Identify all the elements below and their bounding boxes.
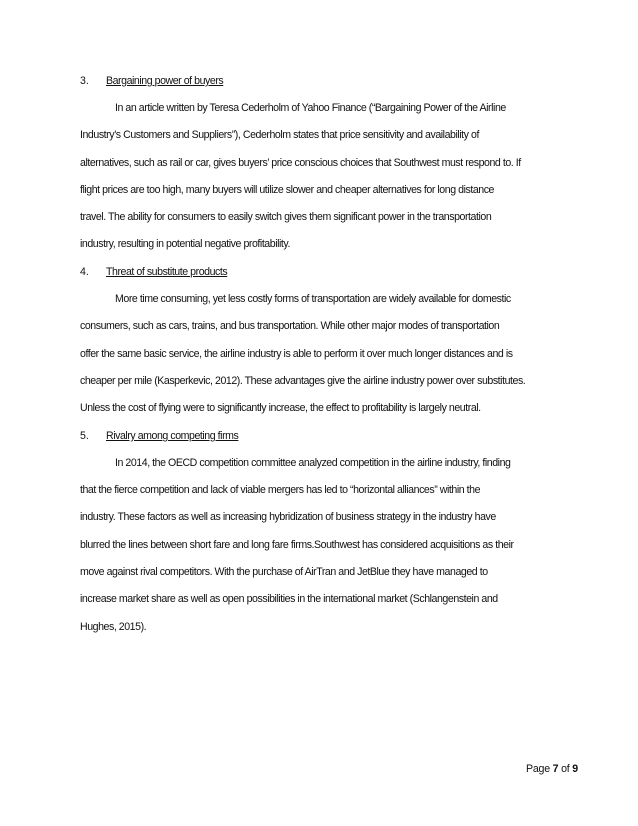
section-number: 5.	[80, 430, 89, 442]
paragraph-line: alternatives, such as rail or car, gives buyers’ price conscious choices that Southwest must respond to. If	[80, 157, 521, 169]
paragraph-line: Hughes, 2015).	[80, 621, 147, 633]
section-heading: Bargaining power of buyers	[106, 75, 224, 87]
paragraph-line: industry. These factors as well as increasing hybridization of business strategy in the industry have	[80, 511, 496, 523]
paragraph-line: More time consuming, yet less costly forms of transportation are widely available for domestic	[115, 293, 511, 305]
page-number-middle: of	[558, 763, 573, 775]
page-number-total: 9	[572, 763, 578, 775]
page-number-current: 7	[552, 763, 559, 775]
paragraph-line: flight prices are too high, many buyers will utilize slower and cheaper alternatives for long distance	[80, 184, 494, 196]
paragraph-line: offer the same basic service, the airline industry is able to perform it over much longer distances and is	[80, 348, 513, 360]
paragraph-line: industry, resulting in potential negative profitability.	[80, 238, 290, 250]
paragraph-line: cheaper per mile (Kasperkevic, 2012). These advantages give the airline industry power over substitutes.	[80, 375, 526, 387]
paragraph-line: In an article written by Teresa Cederholm of Yahoo Finance (“Bargaining Power of the Airline	[115, 102, 506, 114]
paragraph-line: travel. The ability for consumers to easily switch gives them significant power in the transportation	[80, 211, 492, 223]
section-number: 3.	[80, 75, 89, 87]
paragraph-line: consumers, such as cars, trains, and bus transportation. While other major modes of transportation	[80, 320, 500, 332]
section-heading: Threat of substitute products	[106, 266, 228, 278]
page-number-prefix: Page	[525, 763, 553, 775]
paragraph-line: In 2014, the OECD competition committee analyzed competition in the airline industry, finding	[115, 457, 511, 469]
paragraph-line: increase market share as well as open possibilities in the international market (Schlangenstein and	[80, 593, 498, 605]
paragraph-line: blurred the lines between short fare and long fare firms.Southwest has considered acquisitions as their	[80, 539, 514, 551]
section-heading: Rivalry among competing firms	[106, 430, 239, 442]
paragraph-line: that the fierce competition and lack of viable mergers has led to “horizontal alliances” within the	[80, 484, 481, 496]
paragraph-line: Unless the cost of flying were to significantly increase, the effect to profitability is largely neutral.	[80, 402, 481, 414]
section-number: 4.	[80, 266, 89, 278]
paragraph-line: move against rival competitors. With the purchase of AirTran and JetBlue they have managed to	[80, 566, 488, 578]
page-number	[526, 762, 578, 776]
paragraph-line: Industry’s Customers and Suppliers”), Cederholm states that price sensitivity and availability of	[80, 129, 479, 141]
